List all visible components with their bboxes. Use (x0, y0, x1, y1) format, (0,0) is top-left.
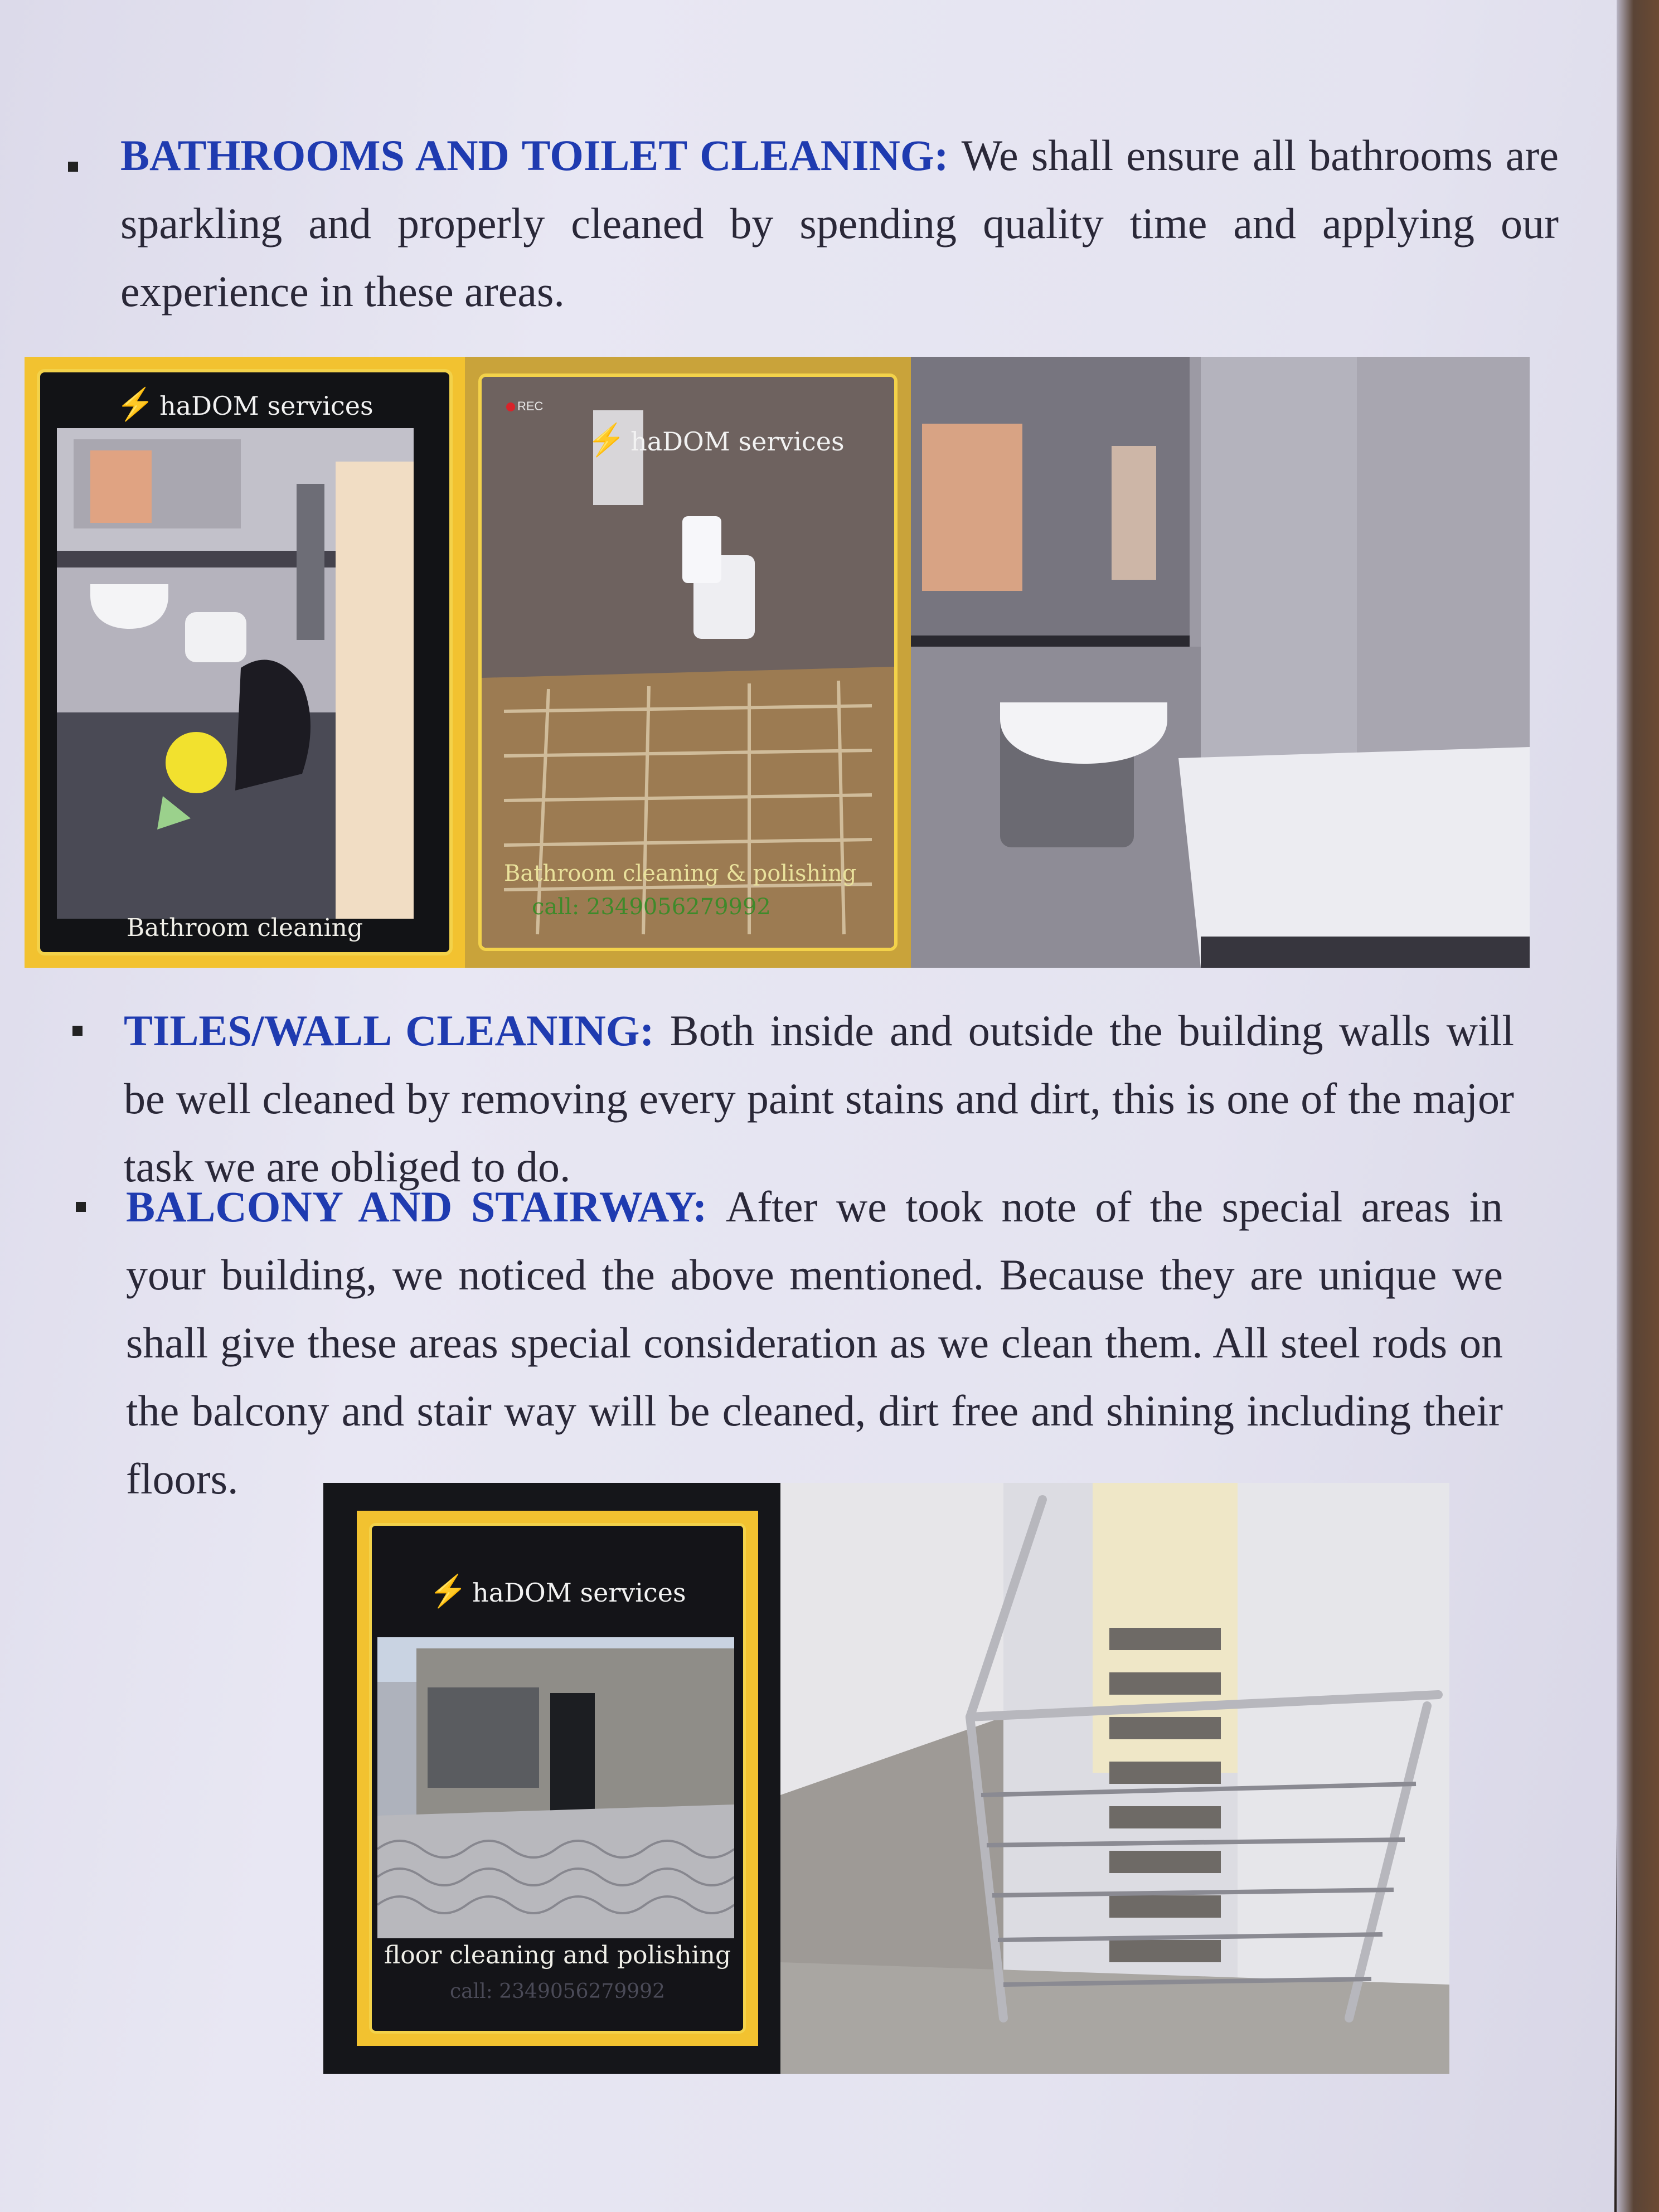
bullet-square-icon (68, 162, 78, 172)
bathtub-scene-graphic (911, 357, 1530, 968)
balcony-scene-graphic (377, 1637, 734, 1938)
photo-card-bathroom-cleaning (25, 357, 465, 968)
brand-label: ⚡ haDOM services (116, 386, 373, 423)
bathroom-bathtub-photo (911, 357, 1530, 968)
bullet-square-icon (72, 1026, 83, 1036)
section-body: Both inside and outside the building walls will be well cleaned by removing every paint stains and dirt, this is one of the major task we are obliged to do. (124, 1006, 1514, 1191)
card-caption: floor cleaning and polishing (384, 1941, 731, 1970)
bullet-square-icon (76, 1202, 86, 1212)
bolt-icon: ⚡ (429, 1573, 468, 1609)
bolt-icon: ⚡ (587, 422, 627, 458)
section-body: We shall ensure all bathrooms are sparkling and properly cleaned by spending quality time and applying our experience in these areas. (120, 131, 1559, 316)
section-bathrooms (120, 122, 1559, 326)
balcony-stairway-photo-row (323, 1483, 1449, 2074)
balcony-floor-photo (377, 1637, 734, 1938)
section-heading: BALCONY AND STAIRWAY: (126, 1182, 726, 1231)
section-heading: TILES/WALL CLEANING: (124, 1006, 670, 1055)
card-phone: call: 2349056279992 (450, 1980, 665, 2003)
page-edge (1617, 0, 1659, 2212)
bathroom-cleaning-photo (57, 428, 414, 919)
card-phone: call: 2349056279992 (532, 894, 771, 920)
section-tiles-wall (124, 997, 1514, 1201)
brand-label: ⚡ haDOM services (429, 1573, 686, 1609)
photo-card-bathroom-polishing (465, 357, 911, 968)
card-frame (37, 369, 453, 955)
section-heading: BATHROOMS AND TOILET CLEANING: (120, 131, 962, 180)
brand-label: ⚡ haDOM services (587, 422, 845, 458)
card-frame (369, 1523, 746, 2034)
stairway-scene-graphic (780, 1483, 1449, 2074)
card-frame (478, 373, 898, 951)
bolt-icon: ⚡ (116, 386, 156, 423)
bathroom-photo-row (25, 357, 1530, 968)
bathroom-scene-graphic (57, 428, 414, 919)
section-balcony-stairway (126, 1173, 1503, 1513)
rec-indicator: REC (506, 399, 543, 414)
card-caption: Bathroom cleaning (126, 914, 363, 942)
photo-card-floor-polishing (323, 1483, 780, 2074)
card-frame-outer (357, 1511, 758, 2046)
stairway-photo (780, 1483, 1449, 2074)
card-caption: Bathroom cleaning & polishing (504, 861, 857, 886)
section-body: After we took note of the special areas in your building, we noticed the above mentioned. Because they are unique we shall give these areas special consideration as we clean them. All steel rods on the balcony and stair way will be cleaned, dirt free and shining including their floors. (126, 1182, 1503, 1503)
